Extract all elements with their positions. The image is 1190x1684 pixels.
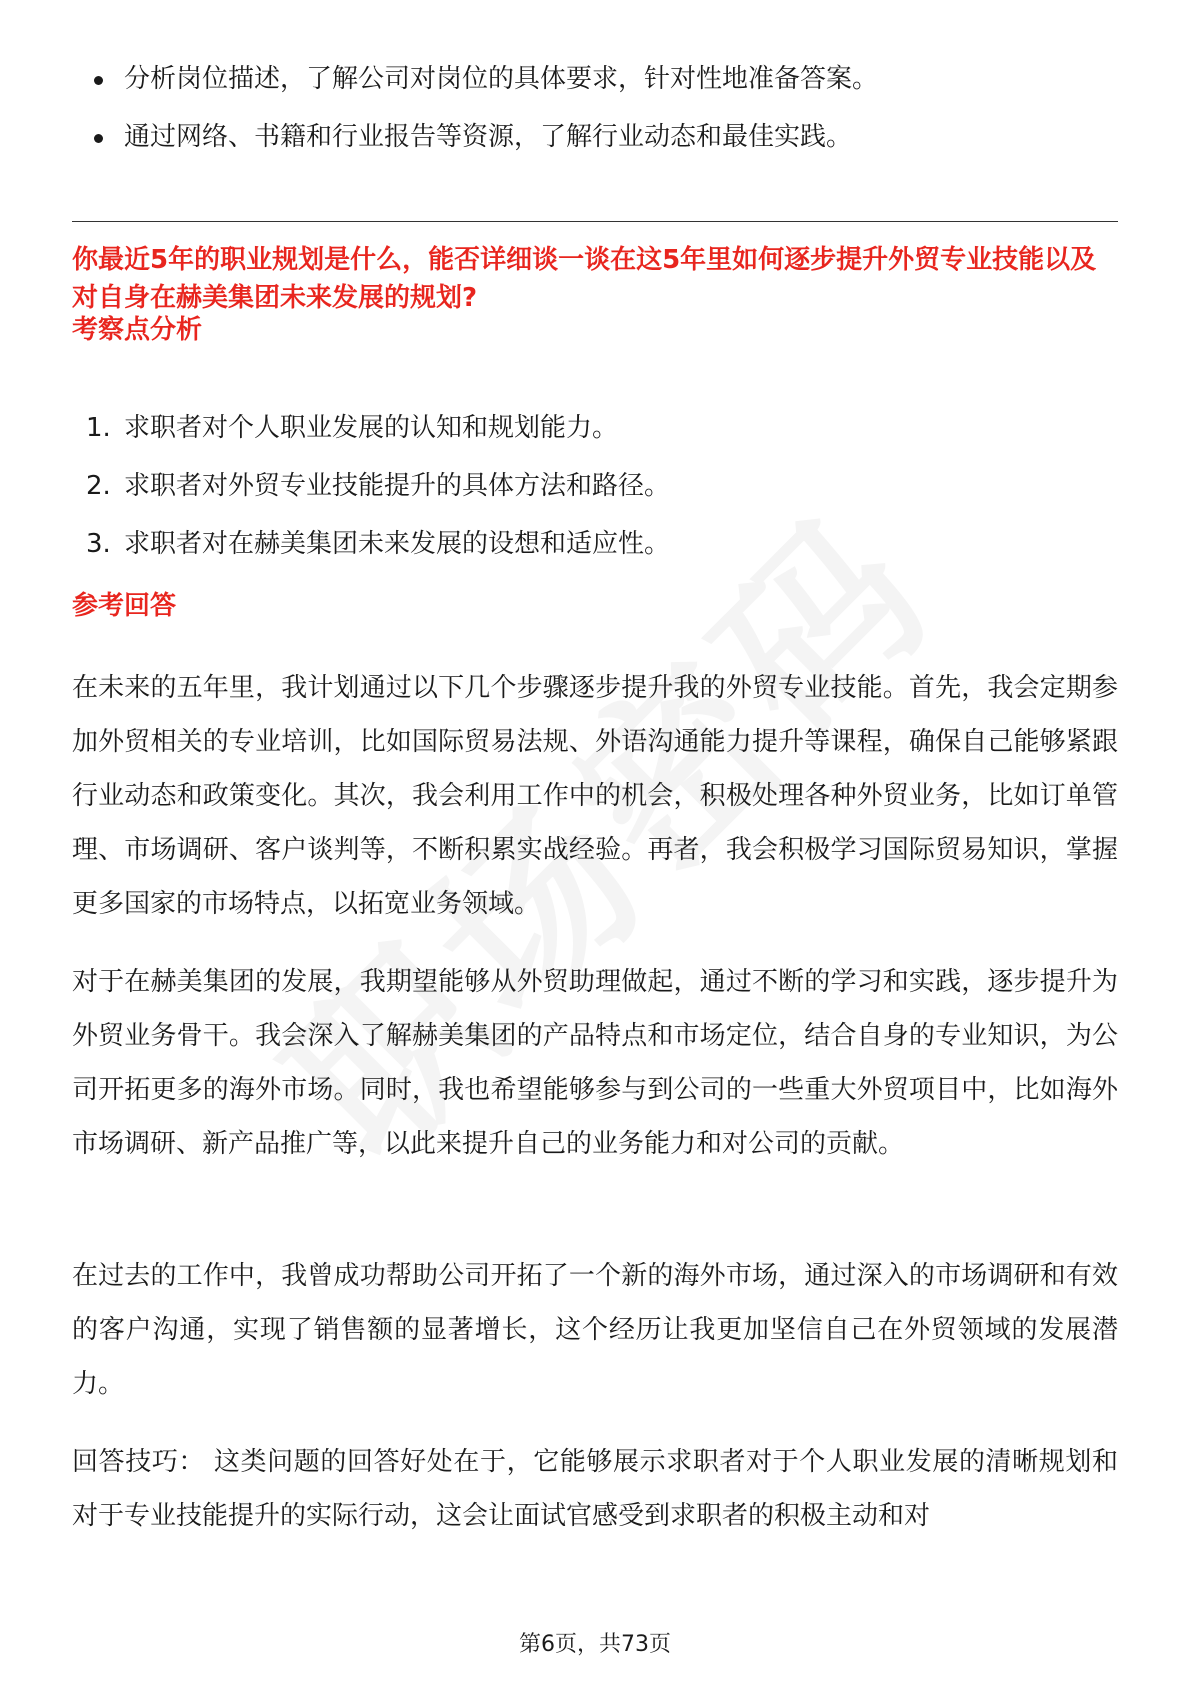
analysis-heading: 考察点分析 (72, 315, 203, 345)
section-divider (72, 221, 1118, 222)
item-text: 求职者对个人职业发展的认知和规划能力。 (124, 413, 619, 443)
page-footer: 第6页，共73页 (519, 1632, 671, 1657)
list-item (72, 409, 1118, 447)
tips-paragraph: 回答技巧： 这类问题的回答好处在于，它能够展示求职者对于个人职业发展的清晰规划和对于专业技能提升的实际行动，这会让面试官感受到求职者的积极主动和对 (72, 1447, 1118, 1531)
answer-paragraph: 对于在赫美集团的发展，我期望能够从外贸助理做起，通过不断的学习和实践，逐步提升为外贸业务骨干。我会深入了解赫美集团的产品特点和市场定位，结合自身的专业知识，为公司开拓更多的海外市场。同时，我也希望能够参与到公司的一些重大外贸项目中，比如海外市场调研、新产品推广等，以此来提升自己的业务能力和对公司的贡献。 (72, 967, 1118, 1159)
answer-heading: 参考回答 (72, 591, 177, 621)
question-heading: 你最近5年的职业规划是什么，能否详细谈一谈在这5年里如何逐步提升外贸专业技能以及对自身在赫美集团未来发展的规划? (72, 245, 1097, 313)
bullet-list (72, 60, 1118, 176)
bullet-text: 通过网络、书籍和行业报告等资源，了解行业动态和最佳实践。 (124, 122, 853, 152)
answer-paragraph: 在过去的工作中，我曾成功帮助公司开拓了一个新的海外市场，通过深入的市场调研和有效的客户沟通，实现了销售额的显著增长，这个经历让我更加坚信自己在外贸领域的发展潜力。 (72, 1261, 1118, 1399)
bullet-icon (94, 134, 103, 143)
bullet-icon (94, 76, 103, 85)
item-text: 求职者对外贸专业技能提升的具体方法和路径。 (124, 471, 671, 501)
item-text: 求职者对在赫美集团未来发展的设想和适应性。 (124, 529, 671, 559)
item-number: 1. (86, 413, 111, 443)
list-item (72, 525, 1118, 563)
item-number: 3. (86, 529, 111, 559)
item-number: 2. (86, 471, 111, 501)
document-page (72, 0, 1118, 1684)
list-item (72, 118, 1118, 156)
analysis-list (72, 409, 1118, 583)
answer-paragraph: 在未来的五年里，我计划通过以下几个步骤逐步提升我的外贸专业技能。首先，我会定期参加外贸相关的专业培训，比如国际贸易法规、外语沟通能力提升等课程，确保自己能够紧跟行业动态和政策变化。其次，我会利用工作中的机会，积极处理各种外贸业务，比如订单管理、市场调研、客户谈判等，不断积累实战经验。再者，我会积极学习国际贸易知识，掌握更多国家的市场特点，以拓宽业务领域。 (72, 673, 1118, 919)
bullet-text: 分析岗位描述，了解公司对岗位的具体要求，针对性地准备答案。 (124, 64, 879, 94)
list-item (72, 60, 1118, 98)
list-item (72, 467, 1118, 505)
